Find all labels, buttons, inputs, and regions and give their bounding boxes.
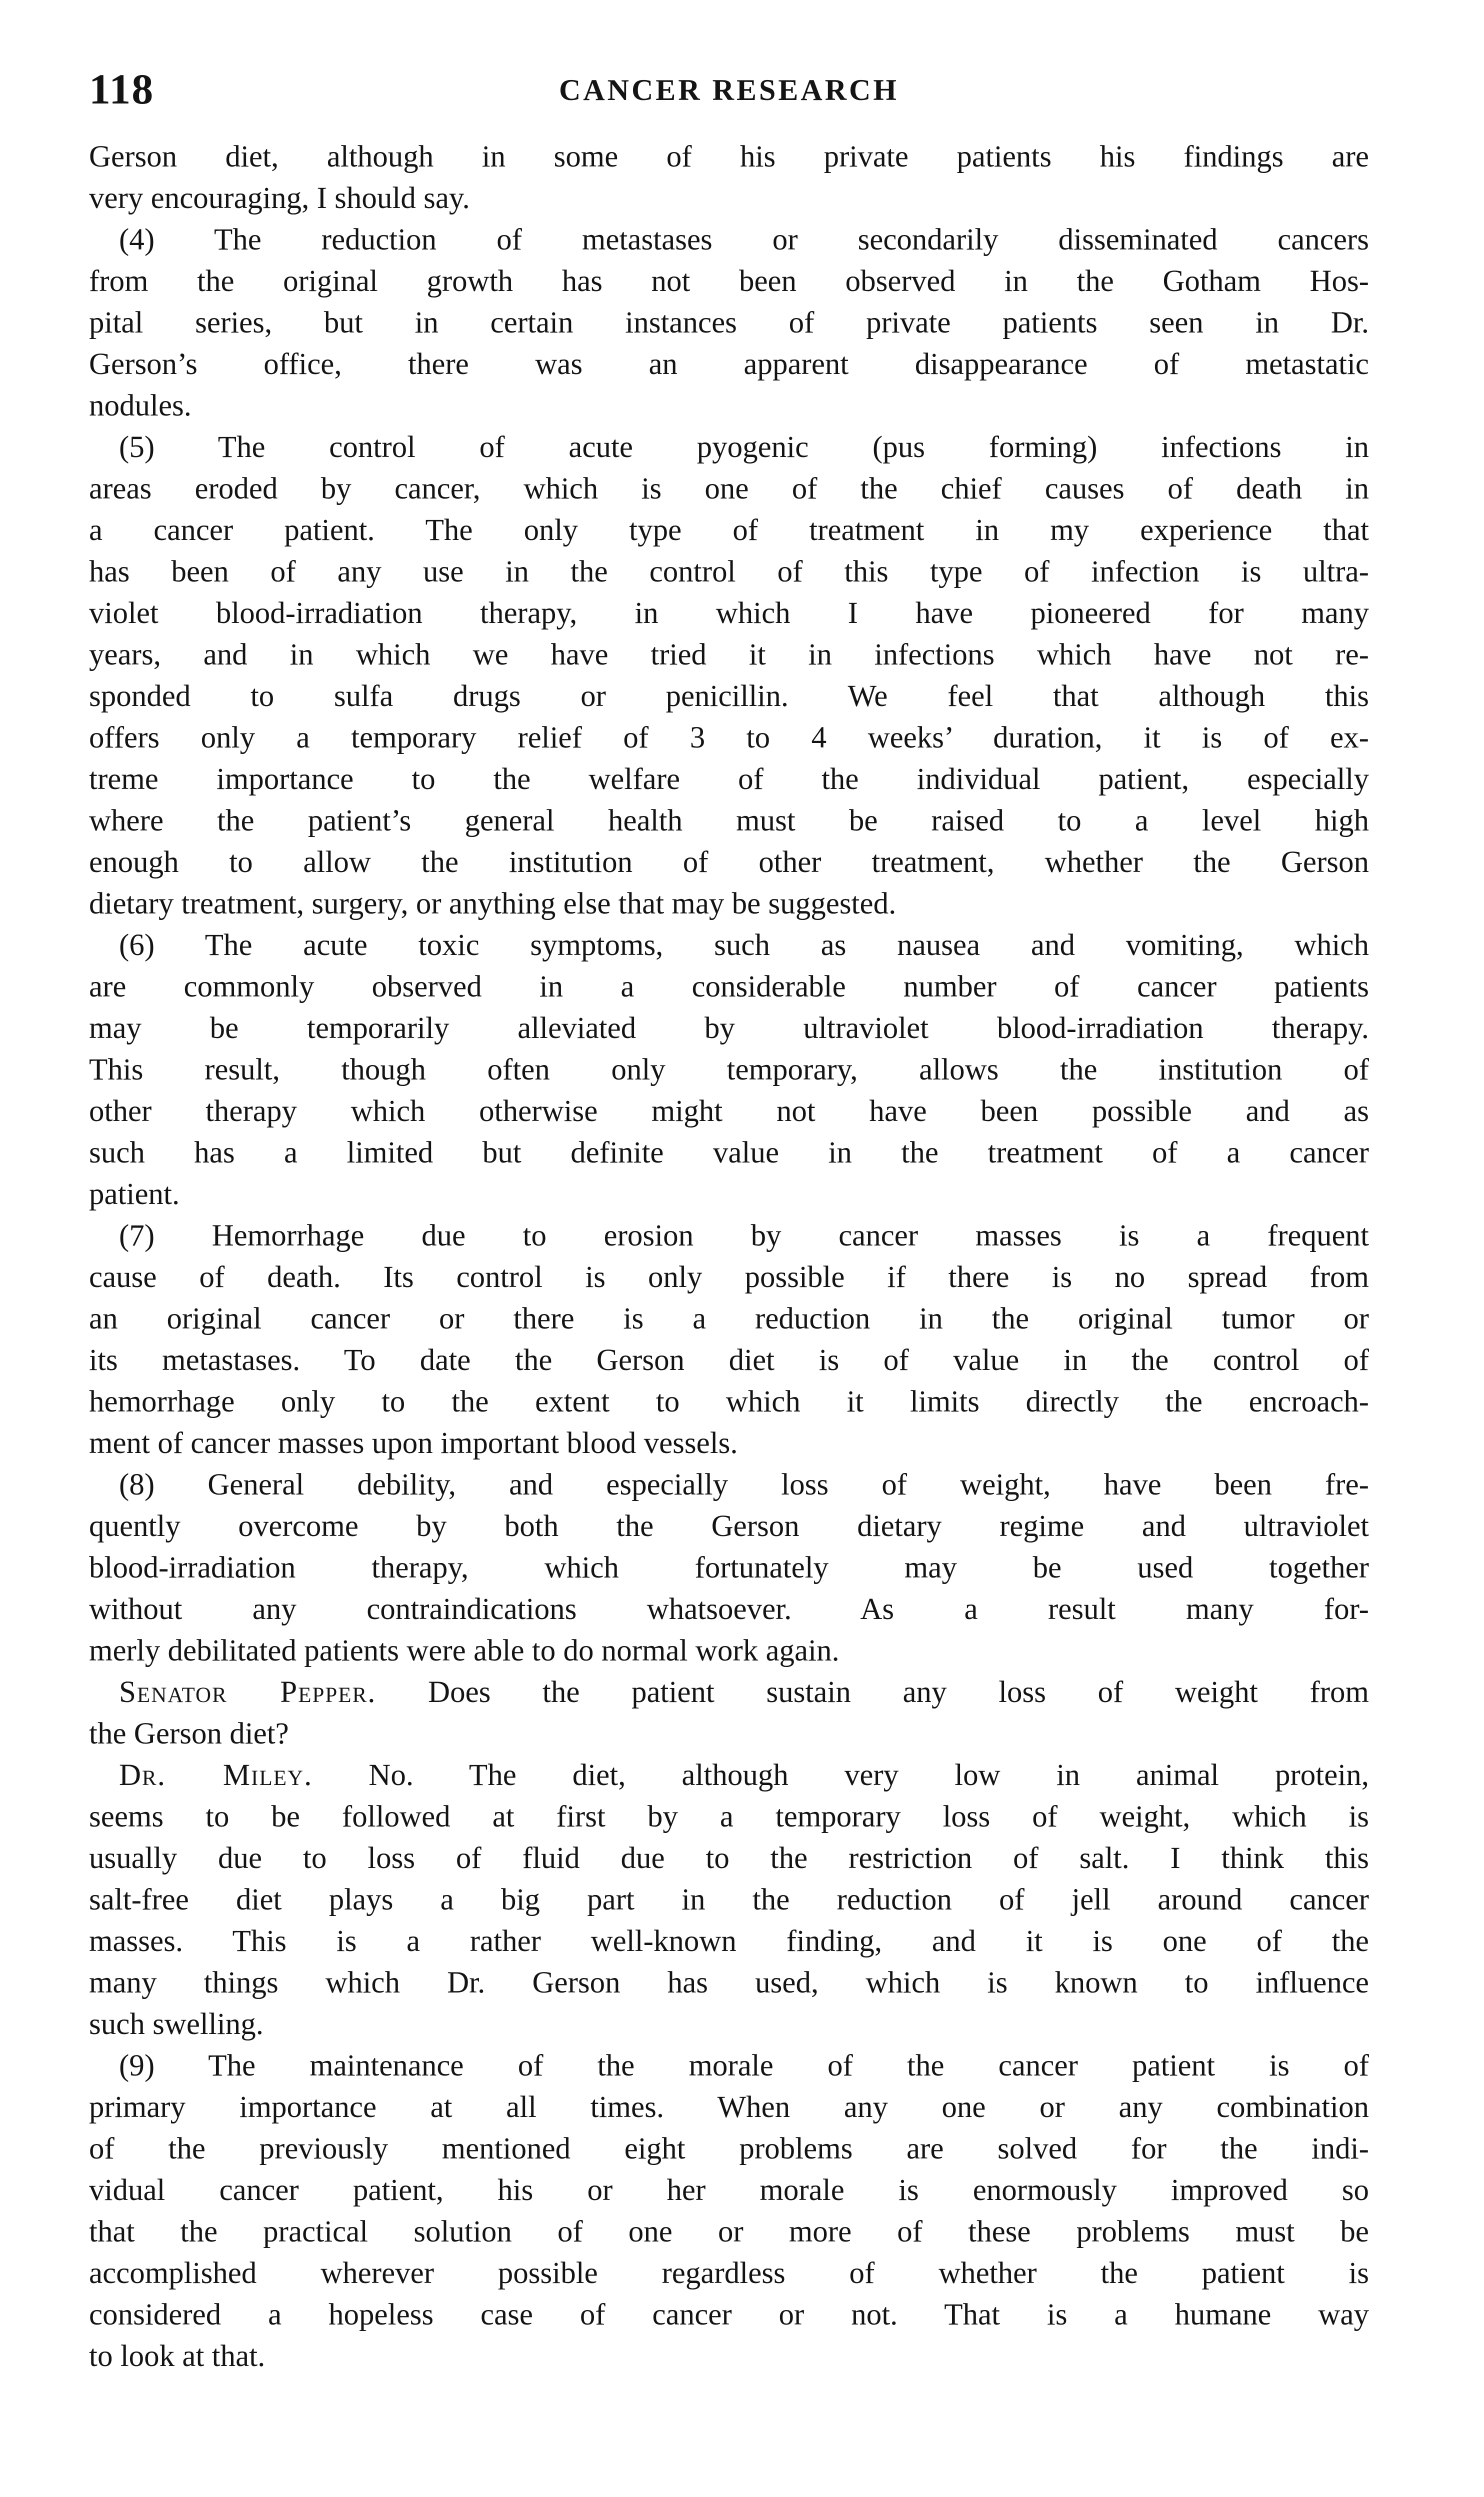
text-line: dietary treatment, surgery, or anything else that may be suggested. — [89, 887, 896, 920]
speaker-name: Senator Pepper. — [119, 1676, 376, 1709]
text-line: vidual cancer patient, his or her morale is enormously improved so — [89, 2174, 1369, 2207]
text-line: (7) Hemorrhage due to erosion by cancer masses is a frequent — [119, 1219, 1369, 1252]
text-line: ment of cancer masses upon important blood vessels. — [89, 1426, 738, 1460]
text-line: many things which Dr. Gerson has used, which is known to influence — [89, 1966, 1369, 2000]
text-line: the Gerson diet? — [89, 1717, 289, 1750]
speaker-name: Dr. Miley. — [119, 1758, 313, 1792]
body-text — [89, 136, 1369, 2377]
testimony-question — [89, 1672, 1369, 1754]
paragraph-item-9 — [89, 2045, 1369, 2377]
text-line: offers only a temporary relief of 3 to 4 weeks’ duration, it is of ex- — [89, 721, 1369, 754]
text-line: patient. — [89, 1178, 180, 1211]
text-line: treme importance to the welfare of the individual patient, especially — [89, 762, 1369, 796]
text-line: to look at that. — [89, 2340, 266, 2373]
text-line: an original cancer or there is a reduction in the original tumor or — [89, 1302, 1369, 1336]
text-line: its metastases. To date the Gerson diet is of value in the control of — [89, 1344, 1369, 1377]
text-line: hemorrhage only to the extent to which it limits directly the encroach- — [89, 1385, 1369, 1418]
text-line: such swelling. — [89, 2008, 264, 2041]
text-line: sponded to sulfa drugs or penicillin. We feel that although this — [89, 680, 1369, 713]
speech-text: No. The diet, although very low in animal protein, — [312, 1758, 1369, 1792]
paragraph-item-8 — [89, 1464, 1369, 1672]
text-line: enough to allow the institution of other treatment, whether the Gerson — [89, 846, 1369, 879]
paragraph-item-5 — [89, 426, 1369, 924]
text-line: pital series, but in certain instances of private patients seen in Dr. — [89, 306, 1369, 340]
text-line: such has a limited but definite value in the treatment of a cancer — [89, 1136, 1369, 1170]
text-line: (6) The acute toxic symptoms, such as nausea and vomiting, which — [119, 928, 1369, 962]
text-line: (4) The reduction of metastases or secondarily disseminated cancers — [119, 223, 1369, 256]
text-line: merly debilitated patients were able to do normal work again. — [89, 1634, 840, 1668]
paragraph-item-7 — [89, 1215, 1369, 1464]
text-line: considered a hopeless case of cancer or not. That is a humane way — [89, 2298, 1369, 2332]
text-line: has been of any use in the control of this type of infection is ultra- — [89, 555, 1369, 588]
text-line: salt-free diet plays a big part in the reduction of jell around cancer — [89, 1883, 1369, 1916]
running-title: CANCER RESEARCH — [558, 74, 900, 106]
text-line: quently overcome by both the Gerson dietary regime and ultraviolet — [89, 1510, 1369, 1543]
text-line: accomplished wherever possible regardless of whether the patient is — [89, 2256, 1369, 2290]
text-line: without any contraindications whatsoever. As a result many for- — [89, 1592, 1369, 1626]
text-line: Gerson’s office, there was an apparent disappearance of metastatic — [89, 348, 1369, 381]
text-line: are commonly observed in a considerable number of cancer patients — [89, 970, 1369, 1004]
text-line: (8) General debility, and especially loss of weight, have been fre- — [119, 1468, 1369, 1502]
text-line: Gerson diet, although in some of his private patients his findings are — [89, 140, 1369, 174]
text-line: may be temporarily alleviated by ultraviolet blood-irradiation therapy. — [89, 1012, 1369, 1045]
text-line: very encouraging, I should say. — [89, 182, 470, 215]
text-line: seems to be followed at first by a temporary loss of weight, which is — [89, 1800, 1369, 1834]
speech-text: Does the patient sustain any loss of weight from — [376, 1676, 1369, 1709]
paragraph-item-6 — [89, 924, 1369, 1215]
text-line: that the practical solution of one or more of these problems must be — [89, 2215, 1369, 2248]
paragraph-item-4 — [89, 219, 1369, 426]
testimony-answer — [89, 1754, 1369, 2045]
text-line: (9) The maintenance of the morale of the cancer patient is of — [119, 2049, 1369, 2082]
text-line: nodules. — [89, 389, 192, 422]
page-number: 118 — [89, 65, 154, 113]
text-line: where the patient’s general health must be raised to a level high — [89, 804, 1369, 838]
paragraph-continuation — [89, 136, 1369, 219]
text-line: other therapy which otherwise might not have been possible and as — [89, 1094, 1369, 1128]
text-line: blood-irradiation therapy, which fortunately may be used together — [89, 1551, 1369, 1584]
text-line: from the original growth has not been observed in the Gotham Hos- — [89, 264, 1369, 298]
text-line — [89, 1754, 1369, 1796]
text-line: of the previously mentioned eight problems are solved for the indi- — [89, 2132, 1369, 2166]
text-line — [89, 1672, 1369, 1713]
running-header — [89, 64, 1369, 119]
text-line: cause of death. Its control is only possible if there is no spread from — [89, 1260, 1369, 1294]
text-line: years, and in which we have tried it in infections which have not re- — [89, 638, 1369, 672]
text-line: (5) The control of acute pyogenic (pus forming) infections in — [119, 430, 1369, 464]
text-line: areas eroded by cancer, which is one of the chief causes of death in — [89, 472, 1369, 506]
text-line: primary importance at all times. When any one or any combination — [89, 2090, 1369, 2124]
text-line: masses. This is a rather well-known finding, and it is one of the — [89, 1924, 1369, 1958]
text-line: a cancer patient. The only type of treatment in my experience that — [89, 514, 1369, 547]
text-line: usually due to loss of fluid due to the restriction of salt. I think this — [89, 1842, 1369, 1875]
text-line: violet blood-irradiation therapy, in which I have pioneered for many — [89, 596, 1369, 630]
text-line: This result, though often only temporary, allows the institution of — [89, 1053, 1369, 1086]
document-page — [89, 64, 1369, 2377]
